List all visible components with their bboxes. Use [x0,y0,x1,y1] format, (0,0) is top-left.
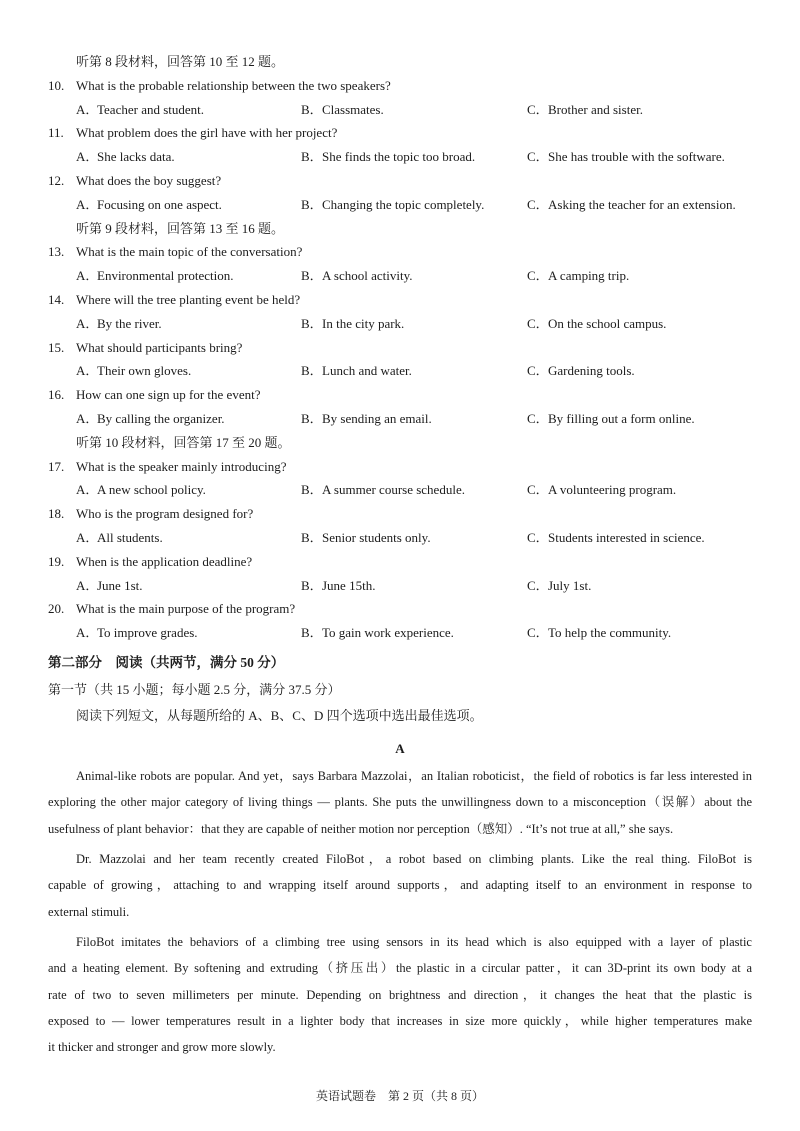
option-label: C． [527,482,549,498]
listening-section [48,50,758,645]
question-text: What is the main purpose of the program? [76,601,296,617]
option-text: Asking the teacher for an extension. [548,196,736,212]
question-number: 16. [48,387,65,403]
option-label: A． [76,101,99,117]
option-text: Classmates. [322,101,384,117]
option-text: Gardening tools. [548,363,635,379]
question-number: 18. [48,506,65,522]
option-a [76,193,222,217]
option-text: A school activity. [322,268,413,284]
option-a [76,621,198,645]
passage-line: capable of growing，attaching to and wrapping itself around supports，and adapting itself to an environment in response to [48,878,752,893]
option-label: A． [76,149,99,165]
option-label: C． [527,625,549,641]
option-a [76,526,163,550]
option-c [527,621,671,645]
option-a [76,98,204,122]
question-number: 20. [48,601,65,617]
option-label: A． [76,315,99,331]
question-row [48,336,758,360]
passage-label: A [395,741,405,756]
passage-line: rate of two to seven millimeters per minute. Depending on brightness and direction，it changes the heat that the plastic is [48,987,752,1002]
option-c [527,359,635,383]
option-label: C． [527,196,549,212]
options-row [48,145,758,169]
option-b [301,312,404,336]
option-a [76,312,162,336]
option-text: On the school campus. [548,315,667,331]
option-label: C． [527,149,549,165]
option-text: By calling the organizer. [97,410,225,426]
option-c [527,526,705,550]
question-text: What is the probable relationship between the two speakers? [76,77,391,93]
option-label: A． [76,363,99,379]
option-text: Their own gloves. [97,363,192,379]
subsection-title: 第一节（共 15 小题；每小题 2.5 分，满分 37.5 分） [48,682,341,697]
question-text: What should participants bring? [76,339,243,355]
option-c [527,478,676,502]
option-a [76,264,233,288]
option-b [301,359,412,383]
option-label: B． [301,410,323,426]
option-label: C． [527,363,549,379]
option-a [76,359,191,383]
options-row [48,264,758,288]
options-row [48,407,758,431]
option-label: C． [527,268,549,284]
question-text: What is the speaker mainly introducing? [76,458,287,474]
question-number: 12. [48,172,65,188]
option-c [527,98,643,122]
reading-passage [48,763,752,1061]
option-b [301,193,484,217]
question-row [48,455,758,479]
option-label: A． [76,529,99,545]
question-row [48,288,758,312]
section-title: 第二部分 阅读（共两节，满分 50 分） [48,655,285,670]
passage-line: it thicker and stronger and grow more slowly. [48,1040,276,1055]
options-row [48,478,758,502]
option-a [76,574,143,598]
option-text: Focusing on one aspect. [97,196,222,212]
option-label: A． [76,410,99,426]
option-c [527,407,695,431]
passage-line: exploring the other major category of living things — plants. She puts the unwillingness down to a misconception（误解）about the [48,795,752,810]
option-label: A． [76,482,99,498]
option-label: B． [301,577,323,593]
option-label: C． [527,315,549,331]
option-text: A camping trip. [548,268,630,284]
question-row [48,550,758,574]
question-row [48,502,758,526]
option-text: July 1st. [548,577,592,593]
passage-line: exposed to — lower temperatures result in a lighter body that increases in size more quickly，while higher temperatures make [48,1014,752,1029]
question-number: 10. [48,77,65,93]
options-row [48,193,758,217]
options-row [48,359,758,383]
option-text: By the river. [97,315,162,331]
passage-line: usefulness of plant behavior：that they are capable of neither motion nor perception（感知）. “It’s not true at all,” she says. [48,821,674,836]
option-label: A． [76,268,99,284]
option-label: C． [527,529,549,545]
listening-instruction: 听第 9 段材料，回答第 13 至 16 题。 [76,220,285,236]
option-text: In the city park. [322,315,405,331]
option-label: B． [301,268,323,284]
question-text: What is the main topic of the conversation? [76,244,303,260]
option-a [76,407,225,431]
option-text: By sending an email. [322,410,432,426]
options-row [48,574,758,598]
option-c [527,264,629,288]
passage-paragraph [48,846,752,925]
option-text: She lacks data. [97,149,175,165]
question-text: How can one sign up for the event? [76,387,261,403]
option-text: Teacher and student. [97,101,205,117]
question-text: Who is the program designed for? [76,506,254,522]
passage-line: and a heating element. By softening and extruding（挤压出）the plastic in a circular patter，it can 3D-print its own body at a [48,961,752,976]
option-label: B． [301,625,323,641]
option-b [301,478,465,502]
option-text: To improve grades. [97,625,198,641]
option-label: B． [301,196,323,212]
option-label: A． [76,196,99,212]
option-label: C． [527,410,549,426]
option-label: B． [301,101,323,117]
option-label: B． [301,482,323,498]
option-b [301,407,432,431]
option-text: A summer course schedule. [322,482,465,498]
option-text: By filling out a form online. [548,410,695,426]
option-text: June 1st. [97,577,143,593]
option-a [76,478,206,502]
option-text: June 15th. [322,577,376,593]
question-text: What problem does the girl have with her project? [76,125,338,141]
option-label: C． [527,101,549,117]
option-text: Environmental protection. [97,268,234,284]
option-text: She finds the topic too broad. [322,149,476,165]
listening-instruction: 听第 8 段材料，回答第 10 至 12 题。 [76,54,285,69]
option-text: Students interested in science. [548,529,705,545]
option-label: B． [301,315,323,331]
option-text: To help the community. [548,625,672,641]
question-number: 11. [48,125,64,141]
option-label: A． [76,577,99,593]
option-c [527,312,666,336]
option-text: All students. [97,529,163,545]
question-number: 14. [48,291,65,307]
option-text: Lunch and water. [322,363,412,379]
question-text: What does the boy suggest? [76,172,222,188]
option-label: B． [301,529,323,545]
question-number: 17. [48,458,65,474]
passage-line: Animal-like robots are popular. And yet，says Barbara Mazzolai，an Italian roboticist，the field of robotics is far less interested in [76,769,752,783]
passage-line: Dr. Mazzolai and her team recently created FiloBot，a robot based on climbing plants. Like the real thing. FiloBot is [76,851,752,866]
option-label: C． [527,577,549,593]
options-row [48,98,758,122]
passage-paragraph [48,763,752,842]
listening-instruction: 听第 10 段材料，回答第 17 至 20 题。 [76,434,291,450]
options-row [48,621,758,645]
option-label: B． [301,363,323,379]
option-text: She has trouble with the software. [548,149,725,165]
option-c [527,193,736,217]
option-text: A volunteering program. [548,482,677,498]
option-b [301,621,454,645]
option-text: Brother and sister. [548,101,643,117]
option-c [527,145,725,169]
option-text: Changing the topic completely. [322,196,485,212]
option-a [76,145,175,169]
passage-paragraph [48,929,752,1061]
option-c [527,574,591,598]
option-text: To gain work experience. [322,625,454,641]
reading-directions: 阅读下列短文，从每题所给的 A、B、C、D 四个选项中选出最佳选项。 [76,708,483,723]
question-row [48,169,758,193]
options-row [48,312,758,336]
option-label: A． [76,625,99,641]
question-row [48,240,758,264]
page-footer: 英语试题卷 第 2 页（共 8 页） [315,1089,484,1103]
question-text: When is the application deadline? [76,553,253,569]
option-text: Senior students only. [322,529,431,545]
question-number: 15. [48,339,65,355]
question-row [48,383,758,407]
option-text: A new school policy. [97,482,206,498]
passage-line: external stimuli. [48,904,130,919]
option-b [301,98,384,122]
question-row [48,74,758,98]
question-row [48,121,758,145]
option-b [301,526,431,550]
option-b [301,264,413,288]
options-row [48,526,758,550]
question-row [48,597,758,621]
question-number: 19. [48,553,65,569]
question-number: 13. [48,244,65,260]
question-text: Where will the tree planting event be held? [76,291,301,307]
option-label: B． [301,149,323,165]
option-b [301,145,475,169]
passage-line: FiloBot imitates the behaviors of a climbing tree using sensors in its head which is also equipped with a layer of plastic [76,934,752,949]
option-b [301,574,375,598]
